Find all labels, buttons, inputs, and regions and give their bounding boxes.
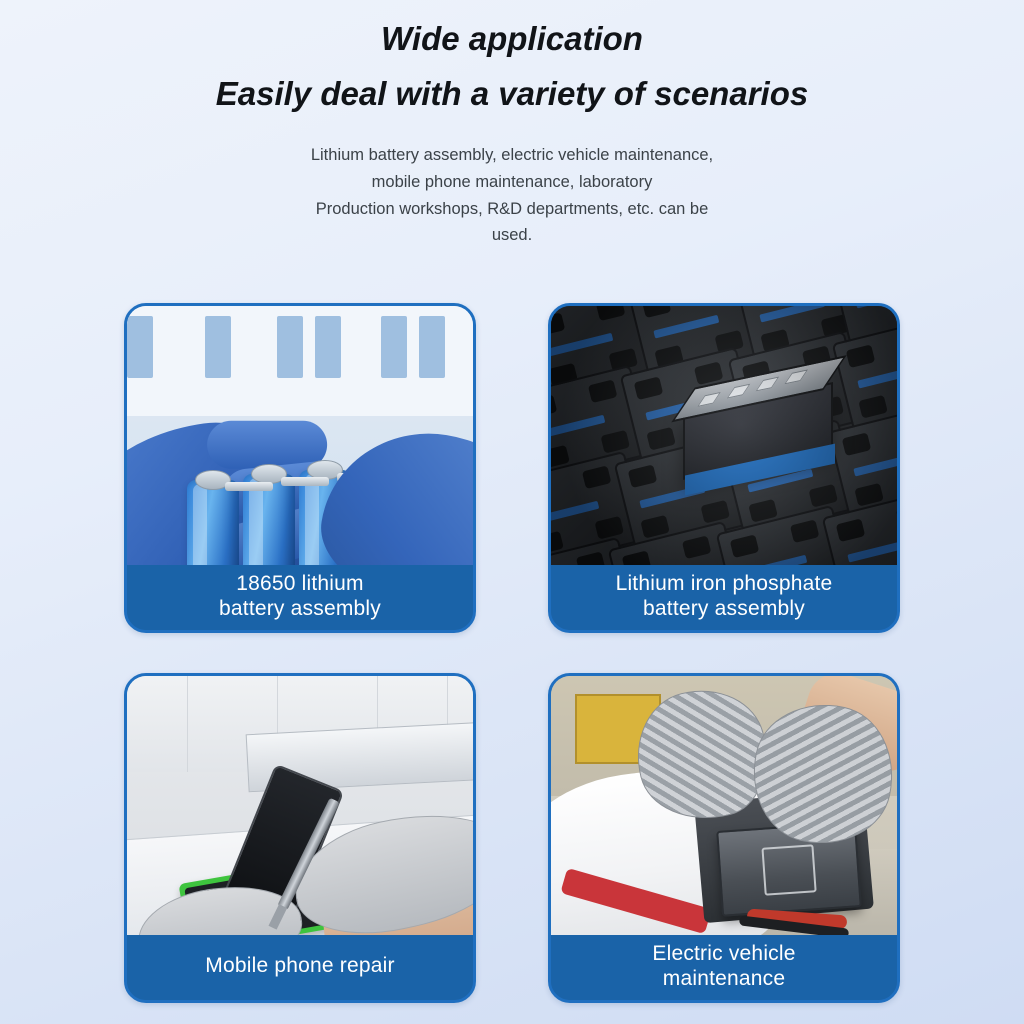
background-bar bbox=[277, 316, 303, 378]
background-bar bbox=[381, 316, 407, 378]
battery-cell bbox=[187, 480, 239, 571]
photo-lifepo4-prismatic-cell-trays bbox=[551, 306, 897, 571]
scenario-card-phone-repair[interactable] bbox=[124, 673, 476, 1003]
page-title: Wide application bbox=[381, 20, 643, 57]
blue-glove-right bbox=[311, 418, 473, 571]
card-caption-line-2: battery assembly bbox=[219, 596, 381, 620]
nickel-strip bbox=[281, 477, 329, 486]
background-bar bbox=[315, 316, 341, 378]
scenario-card-ev-maintenance[interactable] bbox=[548, 673, 900, 1003]
scenario-card-grid bbox=[124, 303, 900, 1003]
card-caption-line-1: Electric vehicle bbox=[652, 942, 796, 966]
page-subtitle: Easily deal with a variety of scenarios bbox=[215, 75, 809, 113]
intro-line-4: used. bbox=[491, 226, 533, 245]
nickel-strip bbox=[225, 482, 273, 491]
photo-mobile-phone-board-repair bbox=[127, 676, 473, 941]
background-bar bbox=[127, 316, 153, 378]
card-caption-line-2: battery assembly bbox=[643, 596, 805, 620]
scenario-card-lifepo4[interactable] bbox=[548, 303, 900, 633]
card-caption-line-2: maintenance bbox=[662, 966, 786, 990]
photo-18650-cell-spot-welding bbox=[127, 306, 473, 571]
card-caption bbox=[127, 565, 473, 630]
headings-block bbox=[0, 0, 1024, 116]
intro-paragraph bbox=[212, 142, 812, 249]
scenario-card-18650[interactable] bbox=[124, 303, 476, 633]
card-caption-line-1: Mobile phone repair bbox=[205, 954, 395, 978]
intro-line-1: Lithium battery assembly, electric vehicle maintenance, bbox=[310, 146, 714, 165]
intro-line-2: mobile phone maintenance, laboratory bbox=[371, 172, 653, 191]
card-caption bbox=[127, 935, 473, 1000]
background-bar bbox=[419, 316, 445, 378]
card-caption bbox=[551, 935, 897, 1000]
card-caption-line-1: Lithium iron phosphate bbox=[615, 572, 833, 596]
background-bar bbox=[205, 316, 231, 378]
card-caption-line-1: 18650 lithium bbox=[236, 572, 364, 596]
battery-warning-label bbox=[761, 844, 816, 896]
photo-vignette bbox=[551, 306, 897, 571]
card-caption bbox=[551, 565, 897, 630]
intro-line-3: Production workshops, R&D departments, etc. can be bbox=[315, 199, 709, 218]
photo-electric-scooter-battery-service bbox=[551, 676, 897, 941]
